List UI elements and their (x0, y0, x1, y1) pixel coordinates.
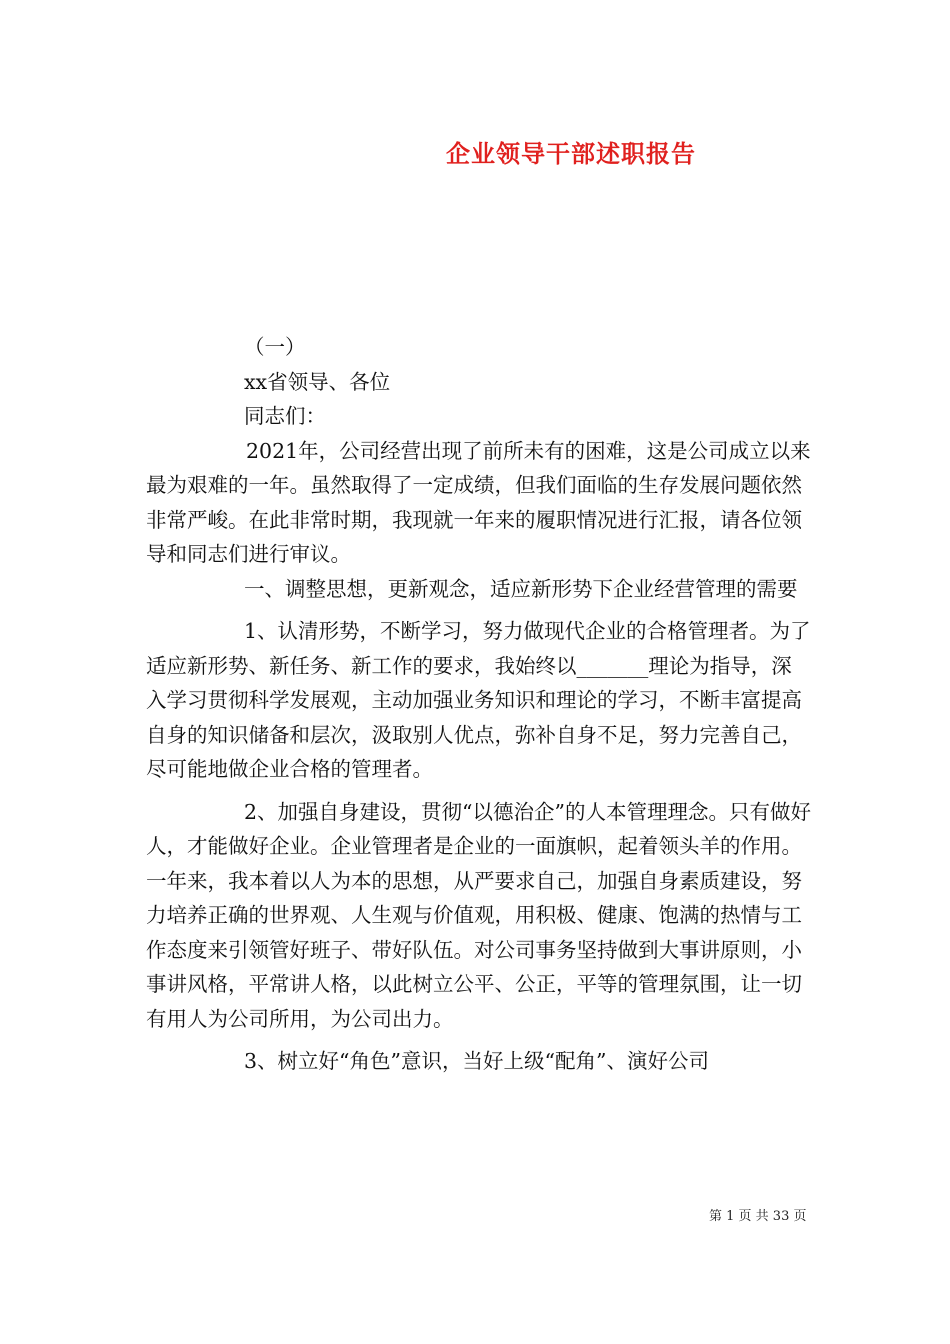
paragraph-item-2: 2、加强自身建设，贯彻“以德治企”的人本管理理念。只有做好人，才能做好企业。企业管理者是企业的一面旗帜，起着领头羊的作用。一年来，我本着以人为本的思想，从严要求自己，加强自身素质建设，努力培养正确的世界观、人生观与价值观，用积极、健康、饱满的热情与工作态度来引领管好班子、带好队伍。对公司事务坚持做到大事讲原则，小事讲风格，平常讲人格，以此树立公平、公正，平等的管理氛围，让一切有用人为公司所用，为公司出力。 (146, 799, 812, 1031)
paragraph-item-3: 3、树立好“角色”意识，当好上级“配角”、演好公司 (244, 1049, 709, 1073)
section-heading-1: 一、调整思想，更新观念，适应新形势下企业经营管理的需要 (244, 576, 798, 601)
page-footer: 第 1 页 共 33 页 (709, 1209, 807, 1224)
section-marker: （一） (244, 335, 306, 359)
salutation-line-1: xx省领导、各位 (244, 369, 391, 394)
document-body (146, 330, 811, 1079)
document-title: 企业领导干部述职报告 (446, 139, 696, 168)
paragraph-item-1: 1、认清形势，不断学习，努力做现代企业的合格管理者。为了适应新形势、新任务、新工作的要求，我始终以_______理论为指导，深入学习贯彻科学发展观，主动加强业务知识和理论的学习，不断丰富提高自身的知识储备和层次，汲取别人优点，弥补自身不足，努力完善自己，尽可能地做企业合格的管理者。 (146, 619, 811, 781)
paragraph-intro: 2021年，公司经营出现了前所未有的困难，这是公司成立以来最为艰难的一年。虽然取得了一定成绩，但我们面临的生存发展问题依然非常严峻。在此非常时期，我现就一年来的履职情况进行汇报，请各位领导和同志们进行审议。 (146, 438, 811, 566)
salutation-line-2: 同志们： (244, 404, 326, 428)
